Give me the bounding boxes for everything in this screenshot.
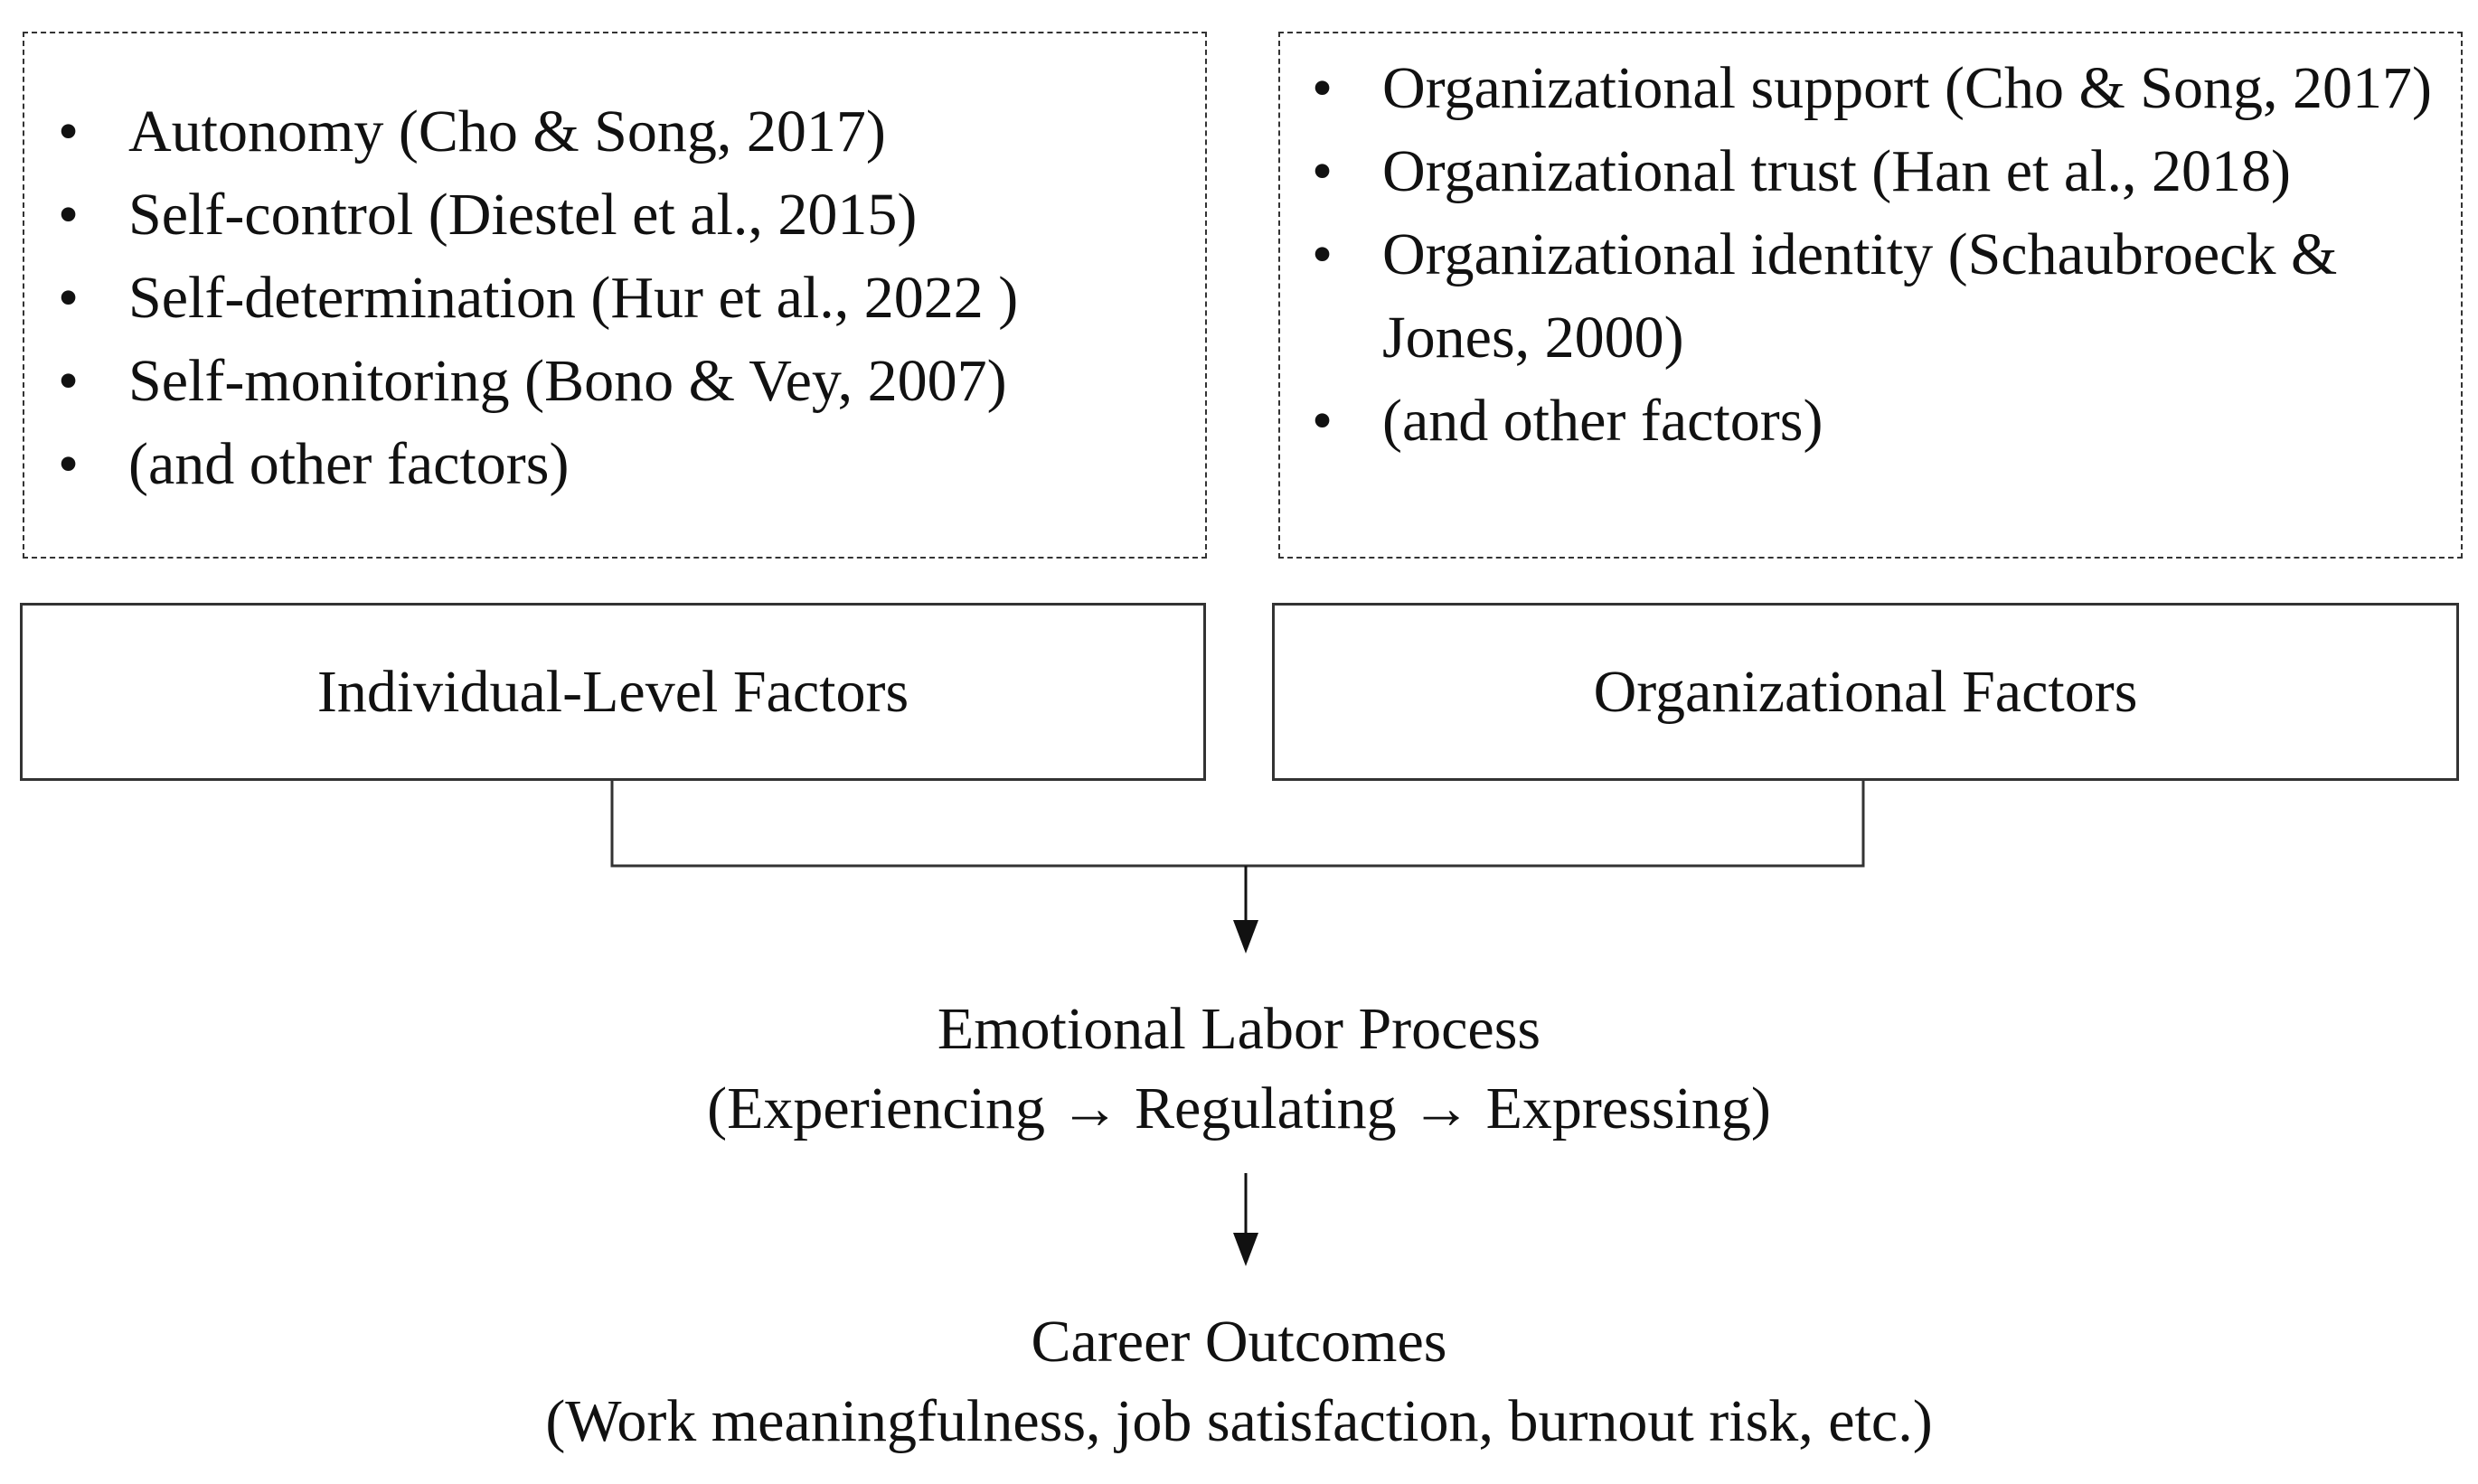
bullet-icon: • bbox=[1312, 138, 1333, 204]
list-item-text: Self-determination (Hur et al., 2022 ) bbox=[128, 265, 1019, 331]
process-subtitle: (Experiencing → Regulating → Expressing) bbox=[707, 1075, 1771, 1141]
list-item-text: (and other factors) bbox=[128, 431, 570, 497]
bullet-icon: • bbox=[58, 99, 80, 164]
bullet-icon: • bbox=[1312, 388, 1333, 454]
individual-factors-label: Individual-Level Factors bbox=[316, 658, 909, 725]
list-item-text: Organizational trust (Han et al., 2018) bbox=[1382, 138, 2291, 204]
bullet-icon: • bbox=[58, 265, 80, 331]
merge-connector bbox=[612, 781, 1863, 866]
bullet-icon: • bbox=[58, 431, 80, 497]
bullet-icon: • bbox=[58, 348, 80, 414]
outcome-subtitle: (Work meaningfulness, job satisfaction, burnout risk, etc.) bbox=[545, 1388, 1933, 1454]
list-item-text: Autonomy (Cho & Song, 2017) bbox=[128, 99, 886, 164]
list-item-text: Self-control (Diestel et al., 2015) bbox=[128, 182, 918, 248]
arrow-to-process-head bbox=[1233, 920, 1258, 953]
process-title: Emotional Labor Process bbox=[937, 996, 1541, 1062]
list-item-text: Self-monitoring (Bono & Vey, 2007) bbox=[128, 348, 1007, 414]
bullet-icon: • bbox=[1312, 221, 1333, 287]
outcome-title: Career Outcomes bbox=[1031, 1309, 1447, 1375]
list-item-text: Organizational identity (Schaubroeck & Jones, 2000) bbox=[1382, 221, 2338, 371]
arrow-to-outcome-head bbox=[1233, 1233, 1258, 1266]
organizational-factors-label: Organizational Factors bbox=[1593, 658, 2138, 725]
list-item-text: Organizational support (Cho & Song, 2017) bbox=[1382, 55, 2432, 121]
bullet-icon: • bbox=[1312, 55, 1333, 121]
list-item-text: (and other factors) bbox=[1382, 388, 1823, 454]
bullet-icon: • bbox=[58, 182, 80, 248]
